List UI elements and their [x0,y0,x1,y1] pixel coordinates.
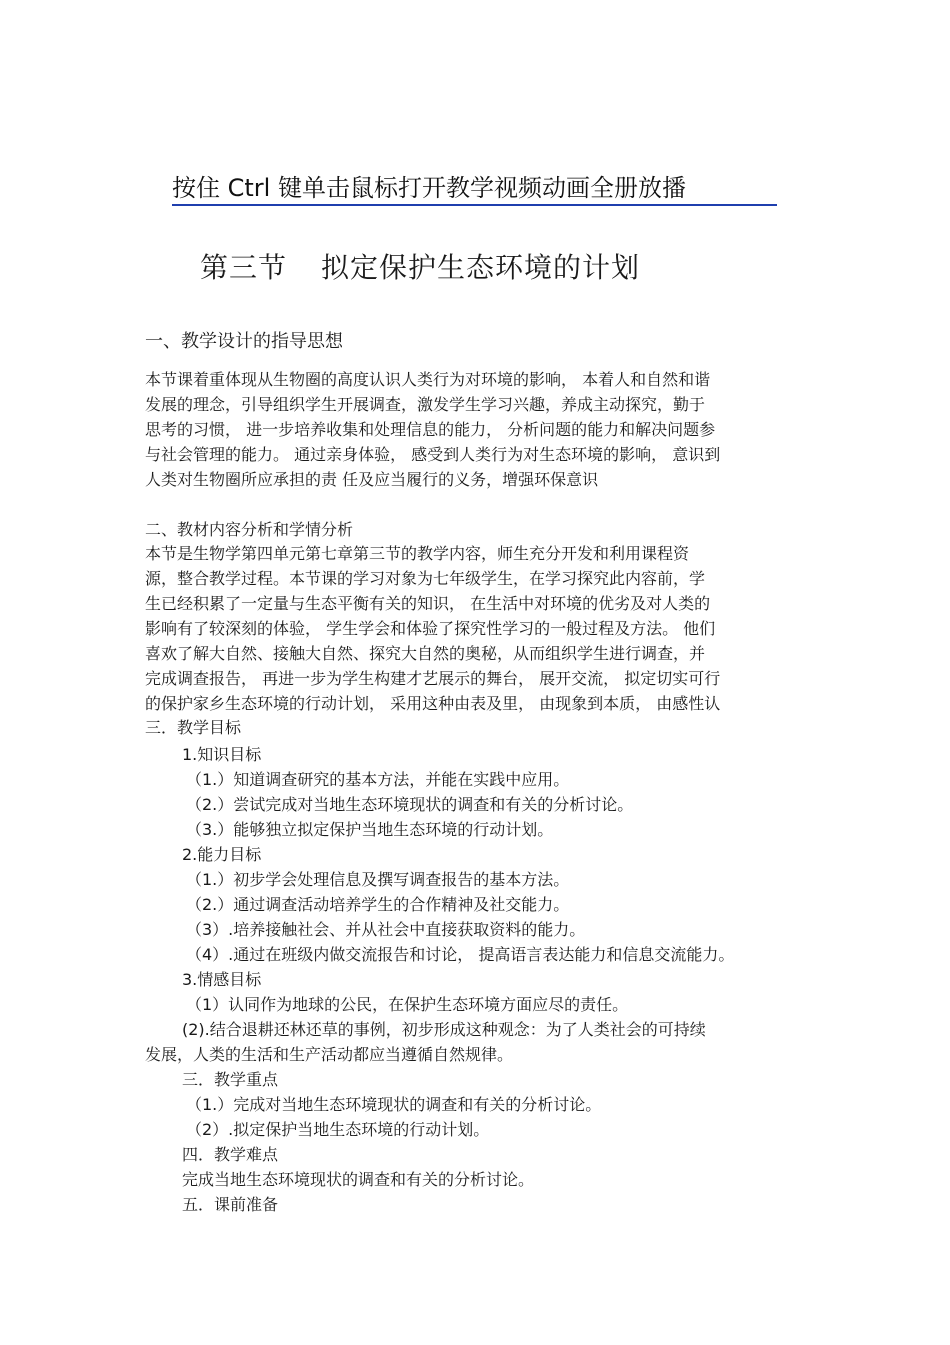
list-item-continued: 发展，人类的生活和生产活动都应当遵循自然规律。 [145,1045,514,1064]
paragraph-line: 完成当地生态环境现状的调查和有关的分析讨论。 [182,1170,535,1189]
list-item: （2.）尝试完成对当地生态环境现状的调查和有关的分析讨论。 [186,795,634,814]
heading-guiding-ideas: 一、教学设计的指导思想 [145,331,343,352]
paragraph-line: 人类对生物圈所应承担的责 任及应当履行的义务，增强环保意识 [145,470,599,489]
list-item: （1.）完成对当地生态环境现状的调查和有关的分析讨论。 [186,1095,602,1114]
paragraph-line: 源，整合教学过程。本节课的学习对象为七年级学生，在学习探究此内容前，学 [145,569,706,588]
heading-teaching-goals: 三．教学目标 [145,718,242,737]
subheading-knowledge: 1.知识目标 [182,745,262,764]
section-name: 拟定保护生态环境的计划 [321,251,641,284]
paragraph-line: 本节课着重体现从生物圈的高度认识人类行为对环境的影响， 本着人和自然和谐 [145,370,711,389]
page-title [200,250,640,286]
paragraph-line: 喜欢了解大自然、接触大自然、探究大自然的奥秘，从而组织学生进行调查，并 [145,644,706,663]
subheading-emotion: 3.情感目标 [182,970,262,989]
list-item: （3.）能够独立拟定保护当地生态环境的行动计划。 [186,820,554,839]
heading-key-points: 三．教学重点 [182,1070,279,1089]
heading-content-analysis: 二、教材内容分析和学情分析 [145,520,354,539]
list-item: （1）认同作为地球的公民，在保护生态环境方面应尽的责任。 [186,995,629,1014]
list-item: (2).结合退耕还林还草的事例，初步形成这种观念：为了人类社会的可持续 [182,1020,706,1039]
video-link-banner[interactable]: 按住 Ctrl 键单击鼠标打开教学视频动画全册放播 [172,172,777,206]
paragraph-line: 本节是生物学第四单元第七章第三节的教学内容，师生充分开发和利用课程资 [145,544,690,563]
paragraph-line: 与社会管理的能力。 通过亲身体验， 感受到人类行为对生态环境的影响， 意识到 [145,445,721,464]
paragraph-line: 发展的理念，引导组织学生开展调查，激发学生学习兴趣，养成主动探究，勤于 [145,395,706,414]
subheading-ability: 2.能力目标 [182,845,262,864]
list-item: （1.）初步学会处理信息及撰写调查报告的基本方法。 [186,870,570,889]
list-item: （2）.拟定保护当地生态环境的行动计划。 [186,1120,490,1139]
paragraph-line: 生已经积累了一定量与生态平衡有关的知识， 在生活中对环境的优劣及对人类的 [145,594,711,613]
list-item: （4）.通过在班级内做交流报告和讨论， 提高语言表达能力和信息交流能力。 [186,945,735,964]
list-item: （2.）通过调查活动培养学生的合作精神及社交能力。 [186,895,570,914]
paragraph-line: 思考的习惯， 进一步培养收集和处理信息的能力， 分析问题的能力和解决问题参 [145,420,716,439]
section-number: 第三节 [200,251,288,284]
paragraph-line: 完成调查报告， 再进一步为学生构建才艺展示的舞台， 展开交流， 拟定切实可行 [145,669,721,688]
list-item: （3）.培养接触社会、并从社会中直接获取资料的能力。 [186,920,586,939]
heading-difficulties: 四．教学难点 [182,1145,279,1164]
paragraph-line: 的保护家乡生态环境的行动计划， 采用这种由表及里， 由现象到本质， 由感性认 [145,694,721,713]
list-item: （1.）知道调查研究的基本方法，并能在实践中应用。 [186,770,570,789]
heading-preparation: 五．课前准备 [182,1195,279,1214]
paragraph-line: 影响有了较深刻的体验， 学生学会和体验了探究性学习的一般过程及方法。 他们 [145,619,716,638]
